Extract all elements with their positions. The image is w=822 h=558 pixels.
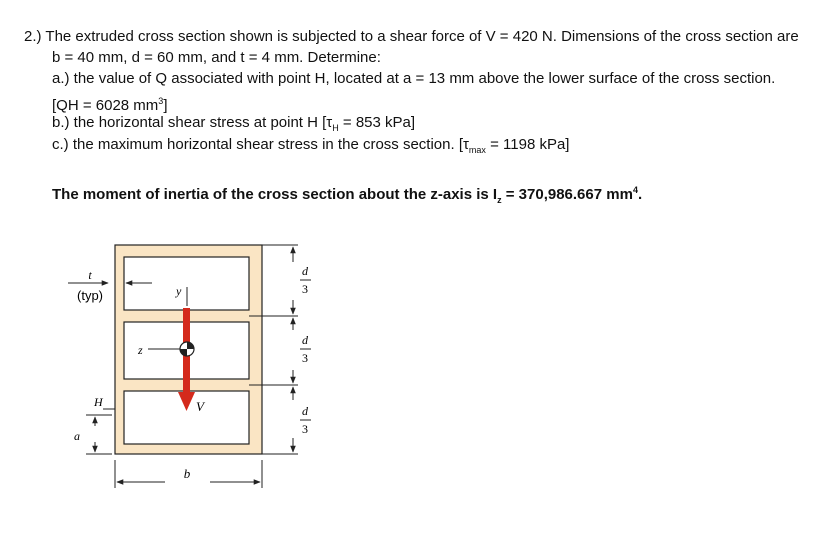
moment-of-inertia-statement: The moment of inertia of the cross section about the z-axis is $I_z = 370,986.667$ $mm^4$. (52, 185, 643, 205)
d3-bot-denominator: 3 (302, 422, 308, 436)
d3-top-denominator: 3 (302, 282, 308, 296)
problem-line-1: 2.) The extruded cross section shown is subjected to a shear force of V = 420 N. Dimensions of the cross section are (24, 28, 799, 45)
answer-a: [QH = 6028 $mm^3$] (52, 96, 168, 114)
problem-line-c: c.) the maximum horizontal shear stress in the cross section. [$\tau_{max} = 1198$ kPa] (52, 136, 570, 155)
problem-line-3: a.) the value of Q associated with point H, located at a = 13 mm above the lower surface of the cross section. (52, 70, 776, 87)
problem-line-b: b.) the horizontal shear stress at point H [$\tau_H = 853$ kPa] (52, 114, 416, 133)
y-axis-label: y (176, 284, 182, 298)
shear-force-label: V (196, 399, 204, 414)
t-label: t (88, 268, 92, 282)
d3-top-numerator: d (302, 264, 308, 278)
typ-label: (typ) (77, 288, 103, 303)
a-dim-label: a (74, 429, 80, 443)
d3-mid-numerator: d (302, 333, 308, 347)
point-h-label: H (94, 395, 103, 409)
z-axis-label: z (138, 343, 143, 357)
d3-mid-denominator: 3 (302, 351, 308, 365)
b-dim-label: b (183, 466, 191, 481)
d3-bot-numerator: d (302, 404, 308, 418)
problem-line-2: b = 40 mm, d = 60 mm, and t = 4 mm. Determine: (52, 49, 381, 66)
